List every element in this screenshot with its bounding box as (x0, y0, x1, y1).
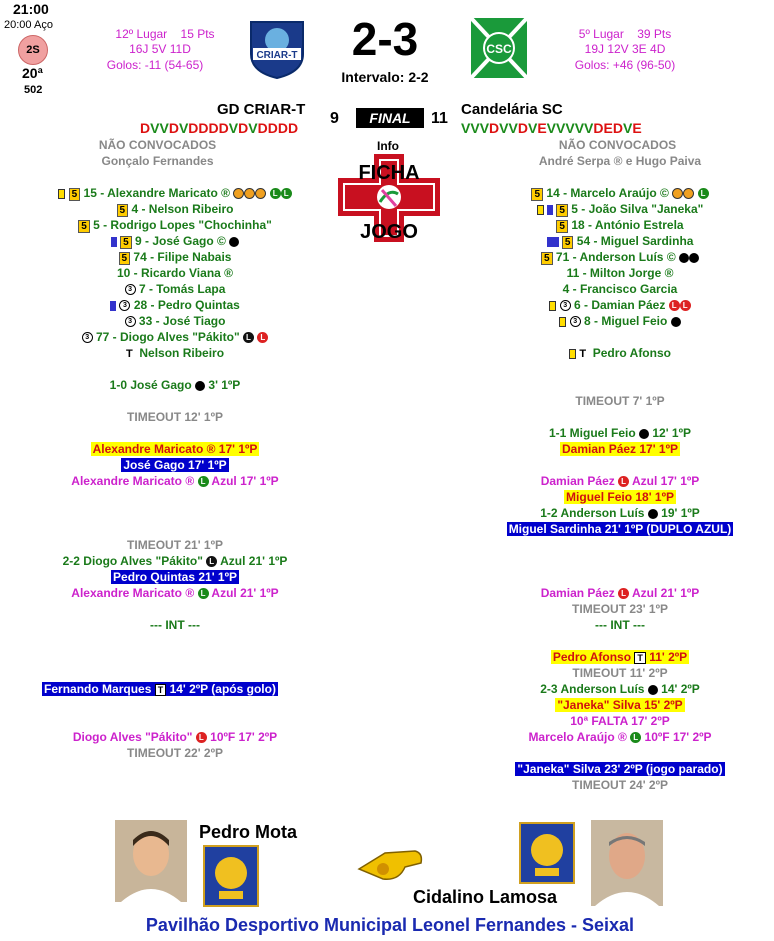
home-goals: Golos: -11 (54-65) (106, 58, 204, 72)
away-goals: Golos: +46 (96-50) (574, 58, 676, 72)
referee-photo-2 (591, 820, 663, 906)
final-badge: FINAL (356, 108, 424, 128)
venue[interactable]: Pavilhão Desportivo Municipal Leonel Fernandes - Seixal (145, 915, 635, 935)
home-player[interactable]: 3 33 - José Tiago (30, 314, 320, 328)
form-result: D (257, 120, 268, 136)
away-player[interactable]: 11 - Milton Jorge ® (566, 266, 674, 280)
form-result: D (287, 120, 299, 136)
away-player[interactable]: 4 - Francisco Garcia (562, 282, 678, 296)
home-player[interactable]: 3 7 - Tomás Lapa (30, 282, 320, 296)
form-result: E (632, 120, 642, 136)
home-player[interactable]: 5 9 - José Gago © (30, 234, 320, 249)
form-result: V (508, 120, 518, 136)
form-result: E (603, 120, 613, 136)
away-standing: 5º Lugar 39 Pts (578, 27, 672, 41)
form-result: D (188, 120, 199, 136)
referee-photo-1 (115, 820, 187, 902)
away-event-foul: Marcelo Araújo ® L 10ºF 17' 2ºP (528, 730, 712, 744)
away-player[interactable]: 5 18 - António Estrela (470, 218, 770, 233)
coach-icon: T (579, 348, 587, 360)
away-event-timeout: TIMEOUT 11' 2ºP (572, 666, 668, 680)
form-result: D (267, 120, 278, 136)
away-logo-icon[interactable] (467, 14, 531, 82)
form-result: V (150, 120, 160, 136)
form-result: E (537, 120, 547, 136)
away-event-interval: --- INT --- (595, 618, 645, 632)
away-event-goal: 2-3 Anderson Luís 14' 2ºP (540, 682, 700, 696)
halftime-score: Intervalo: 2-2 (341, 69, 429, 85)
form-result: V (527, 120, 538, 136)
form-result: V (546, 120, 556, 136)
form-result: D (489, 120, 500, 136)
home-nao-convocados: Gonçalo Fernandes (101, 154, 214, 168)
home-logo-icon[interactable] (245, 18, 309, 80)
home-event-azul: Alexandre Maricato ® L Azul 17' 1ºP (71, 474, 279, 488)
away-event-falta: 10ª FALTA 17' 2ºP (570, 714, 670, 728)
away-event-goal: 1-2 Anderson Luís 19' 1ºP (540, 506, 700, 520)
home-event-foul: Diogo Alves "Pákito" L 10ºF 17' 2ºP (72, 730, 278, 744)
form-result: V (499, 120, 509, 136)
referee-assoc-logo-icon (203, 845, 259, 907)
away-player[interactable]: 5 71 - Anderson Luís © (470, 250, 770, 265)
home-event-card: Fernando Marques T 14' 2ºP (após golo) (44, 682, 276, 696)
ficha-line1: FICHA (358, 162, 420, 184)
home-nao-convocados-label: NÃO CONVOCADOS (98, 138, 217, 152)
match-time: 21:00 (13, 1, 49, 17)
home-record: 16J 5V 11D (129, 42, 191, 56)
ficha-line2: JOGO (360, 221, 418, 243)
form-result: V (159, 120, 169, 136)
form-result: D (277, 120, 288, 136)
form-result: V (178, 120, 189, 136)
home-event-interval: --- INT --- (150, 618, 200, 632)
coach-icon: T (125, 348, 133, 360)
form-result: V (574, 120, 585, 136)
form-result: D (593, 120, 604, 136)
home-team-name[interactable]: GD CRIAR-T (217, 101, 306, 118)
form-result: V (248, 120, 258, 136)
ficha-jogo-icon[interactable] (336, 152, 442, 244)
away-team-name[interactable]: Candelária SC (461, 101, 563, 118)
home-event-azul: Alexandre Maricato ® L Azul 21' 1ºP (71, 586, 279, 600)
form-result: D (612, 120, 623, 136)
competition-badge-icon: 2S (18, 35, 48, 65)
form-result: V (228, 120, 239, 136)
info-link[interactable]: Info (377, 139, 399, 153)
away-player[interactable]: 5 5 - João Silva "Janeka" (470, 202, 770, 217)
home-player[interactable]: 5 4 - Nelson Ribeiro (30, 202, 320, 217)
away-logo-text: CSC (486, 42, 512, 56)
form-result: V (622, 120, 633, 136)
away-event-card: Pedro Afonso T 11' 2ºP (552, 650, 688, 664)
referee-1-name: Pedro Mota (199, 822, 298, 842)
form-result: V (479, 120, 490, 136)
away-player[interactable]: 5 14 - Marcelo Araújo © L (470, 186, 770, 201)
away-record: 19J 12V 3E 4D (584, 42, 666, 56)
referee-2-name: Cidalino Lamosa (413, 887, 558, 907)
home-event-card: José Gago 17' 1ºP (123, 458, 227, 472)
away-event-timeout: TIMEOUT 24' 2ºP (572, 778, 668, 792)
away-event-card: Miguel Sardinha 21' 1ºP (DUPLO AZUL) (508, 522, 732, 536)
home-event-timeout: TIMEOUT 22' 2ºP (127, 746, 223, 760)
form-result: D (208, 120, 219, 136)
form-result: V (565, 120, 575, 136)
home-standing: 12º Lugar 15 Pts (115, 27, 215, 41)
form-result: D (218, 120, 229, 136)
away-event-azul: Damian Páez L Azul 21' 1ºP (540, 586, 700, 600)
form-result: V (584, 120, 594, 136)
home-event-card: Pedro Quintas 21' 1ºP (113, 570, 237, 584)
home-coach[interactable]: T Nelson Ribeiro (125, 346, 225, 360)
referee-assoc-logo-icon (519, 822, 575, 884)
whistle-icon (355, 845, 425, 885)
form-result: D (517, 120, 528, 136)
form-result: D (140, 120, 151, 136)
form-result: D (198, 120, 209, 136)
away-form (461, 120, 642, 136)
away-nao-convocados-label: NÃO CONVOCADOS (558, 138, 677, 152)
away-player[interactable]: 5 54 - Miguel Sardinha (470, 234, 770, 249)
home-score-count: 9 (330, 110, 339, 127)
home-event-goal: 2-2 Diogo Alves "Pákito" L Azul 21' 1ºP (62, 554, 288, 568)
away-event-card: Miguel Feio 18' 1ºP (566, 490, 674, 504)
home-event-timeout: TIMEOUT 12' 1ºP (127, 410, 223, 424)
away-coach[interactable]: T Pedro Afonso (470, 346, 770, 360)
form-result: V (556, 120, 566, 136)
away-event-card: "Janeka" Silva 15' 2ºP (557, 698, 683, 712)
form-result: D (168, 120, 179, 136)
away-event-timeout: TIMEOUT 23' 1ºP (572, 602, 668, 616)
away-event-azul: Damian Páez L Azul 17' 1ºP (540, 474, 700, 488)
match-game-number: 502 (24, 84, 43, 96)
away-score-count: 11 (431, 110, 448, 127)
home-player[interactable]: 3 77 - Diogo Alves "Pákito" L L (30, 330, 320, 344)
away-player[interactable]: 3 8 - Miguel Feio (470, 314, 770, 328)
home-event-card: Alexandre Maricato ® 17' 1ºP (92, 442, 258, 456)
match-round: 20ª (22, 65, 43, 81)
away-event-goal: 1-1 Miguel Feio 12' 1ºP (549, 426, 691, 440)
home-event-timeout: TIMEOUT 21' 1ºP (127, 538, 223, 552)
home-form (140, 120, 298, 136)
home-player[interactable]: 5 15 - Alexandre Maricato ® L L (30, 186, 320, 201)
home-player[interactable]: 3 28 - Pedro Quintas (30, 298, 320, 312)
form-result: D (238, 120, 249, 136)
away-event-card: "Janeka" Silva 23' 2ºP (jogo parado) (517, 762, 723, 776)
away-nao-convocados: André Serpa ® e Hugo Paiva (538, 154, 702, 168)
away-event-card: Damian Páez 17' 1ºP (562, 442, 678, 456)
home-player[interactable]: 10 - Ricardo Viana ® (117, 266, 233, 280)
home-player[interactable]: 5 5 - Rodrigo Lopes "Chochinha" (30, 218, 320, 233)
match-doors: 20:00 Aço (4, 19, 53, 31)
home-logo-text: CRIAR-T (256, 50, 298, 61)
home-player[interactable]: 5 74 - Filipe Nabais (30, 250, 320, 265)
form-result: V (461, 120, 471, 136)
away-player[interactable]: 3 6 - Damian Páez L L (470, 298, 770, 312)
away-event-timeout: TIMEOUT 7' 1ºP (575, 394, 665, 408)
form-result: V (470, 120, 480, 136)
home-event-goal: 1-0 José Gago 3' 1ºP (109, 378, 241, 392)
score: 2-3 (351, 13, 419, 65)
